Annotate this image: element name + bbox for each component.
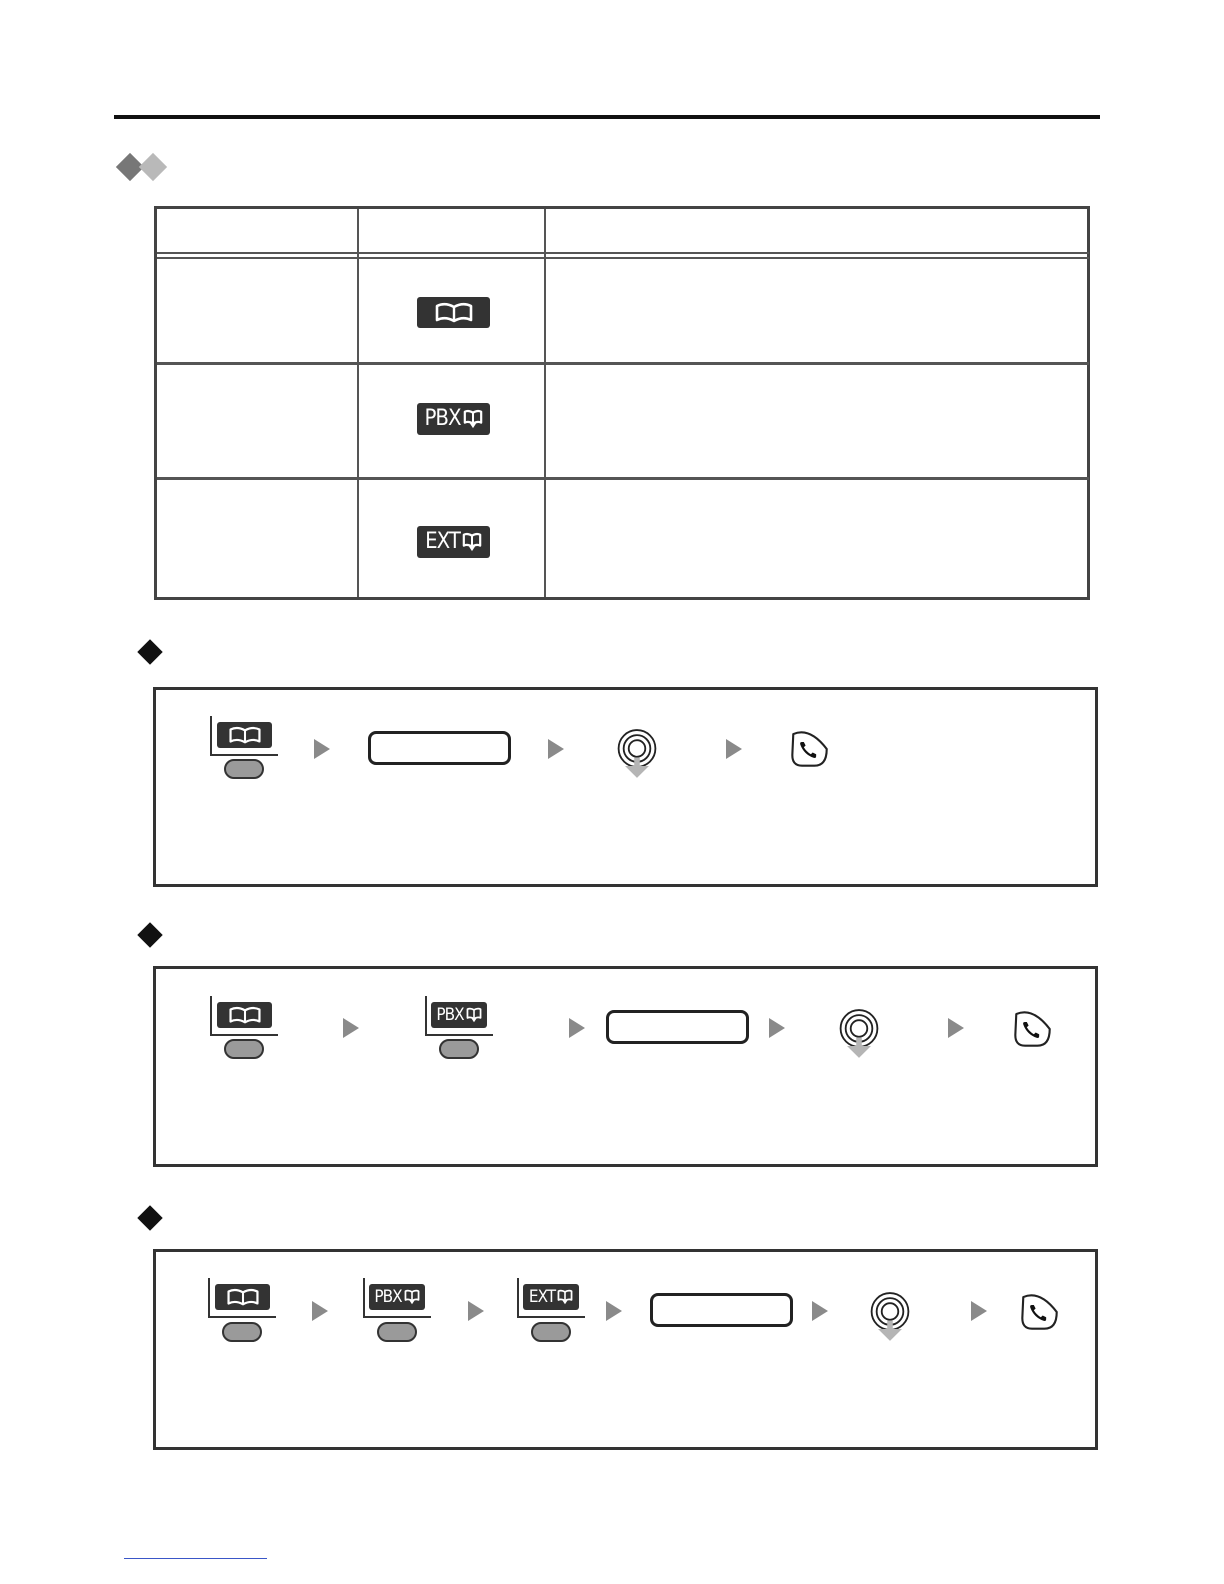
phonebook-icon	[462, 531, 482, 553]
phonebook-icon	[228, 726, 262, 745]
pbx-phonebook-key-icon	[417, 403, 490, 435]
search-entry-field[interactable]	[368, 731, 511, 765]
ext-phonebook-key-icon	[417, 526, 490, 558]
phonebook-key-icon	[217, 1002, 272, 1028]
phonebook-icon	[466, 1006, 482, 1024]
arrow-icon	[726, 739, 742, 759]
phonebook-key-icon	[215, 1284, 270, 1310]
search-entry-field[interactable]	[650, 1293, 793, 1327]
diamond-light-icon	[139, 153, 167, 181]
talk-icon[interactable]	[1011, 1007, 1055, 1051]
navigator-key-icon[interactable]	[867, 1289, 913, 1345]
search-entry-field[interactable]	[606, 1010, 749, 1044]
table-header-separator	[157, 252, 1089, 254]
phonebook-icon	[404, 1288, 420, 1306]
phonebook-softkey-button[interactable]	[224, 759, 264, 779]
arrow-icon	[548, 739, 564, 759]
pbx-softkey-button[interactable]	[439, 1039, 479, 1059]
arrow-icon	[569, 1018, 585, 1038]
top-rule	[114, 115, 1100, 119]
navigator-key-icon[interactable]	[614, 726, 660, 782]
phonebook-softkey-button[interactable]	[224, 1039, 264, 1059]
key-prefix: EXT	[528, 1286, 556, 1307]
navigator-key-icon[interactable]	[836, 1006, 882, 1062]
arrow-icon	[812, 1301, 828, 1321]
arrow-icon	[468, 1301, 484, 1321]
talk-icon[interactable]	[1018, 1290, 1062, 1334]
phonebook-key-icon	[417, 297, 490, 328]
phonebook-icon	[434, 302, 474, 324]
arrow-icon	[606, 1301, 622, 1321]
procedure-box	[153, 1249, 1098, 1450]
section-diamond-icon	[137, 922, 162, 947]
footer-link-underline[interactable]	[124, 1558, 267, 1559]
table-header-separator-2	[157, 257, 1089, 259]
table-col-divider	[357, 209, 359, 597]
arrow-icon	[314, 739, 330, 759]
arrow-icon	[769, 1018, 785, 1038]
phonebook-icon	[226, 1288, 260, 1307]
talk-icon[interactable]	[788, 727, 832, 771]
phonebook-icon	[463, 408, 483, 430]
pbx-phonebook-key-icon	[431, 1002, 487, 1028]
table-col-divider	[544, 209, 546, 597]
arrow-icon	[343, 1018, 359, 1038]
phonebook-table	[154, 206, 1090, 600]
section-diamond-icon	[137, 639, 162, 664]
key-prefix: EXT	[425, 529, 460, 554]
procedure-box	[153, 687, 1098, 887]
table-row-divider	[157, 362, 1089, 365]
phonebook-icon	[228, 1006, 262, 1025]
arrow-icon	[312, 1301, 328, 1321]
arrow-icon	[948, 1018, 964, 1038]
arrow-icon	[971, 1301, 987, 1321]
key-prefix: PBX	[374, 1286, 402, 1307]
pbx-phonebook-key-icon	[369, 1284, 425, 1310]
pbx-softkey-button[interactable]	[377, 1322, 417, 1342]
ext-softkey-button[interactable]	[531, 1322, 571, 1342]
key-prefix: PBX	[436, 1004, 464, 1025]
table-row-divider	[157, 477, 1089, 480]
phonebook-key-icon	[217, 722, 272, 748]
phonebook-softkey-button[interactable]	[222, 1322, 262, 1342]
phonebook-icon	[557, 1288, 573, 1306]
procedure-box	[153, 966, 1098, 1167]
ext-phonebook-key-icon	[523, 1284, 579, 1310]
section-diamond-icon	[137, 1205, 162, 1230]
key-prefix: PBX	[424, 406, 461, 431]
